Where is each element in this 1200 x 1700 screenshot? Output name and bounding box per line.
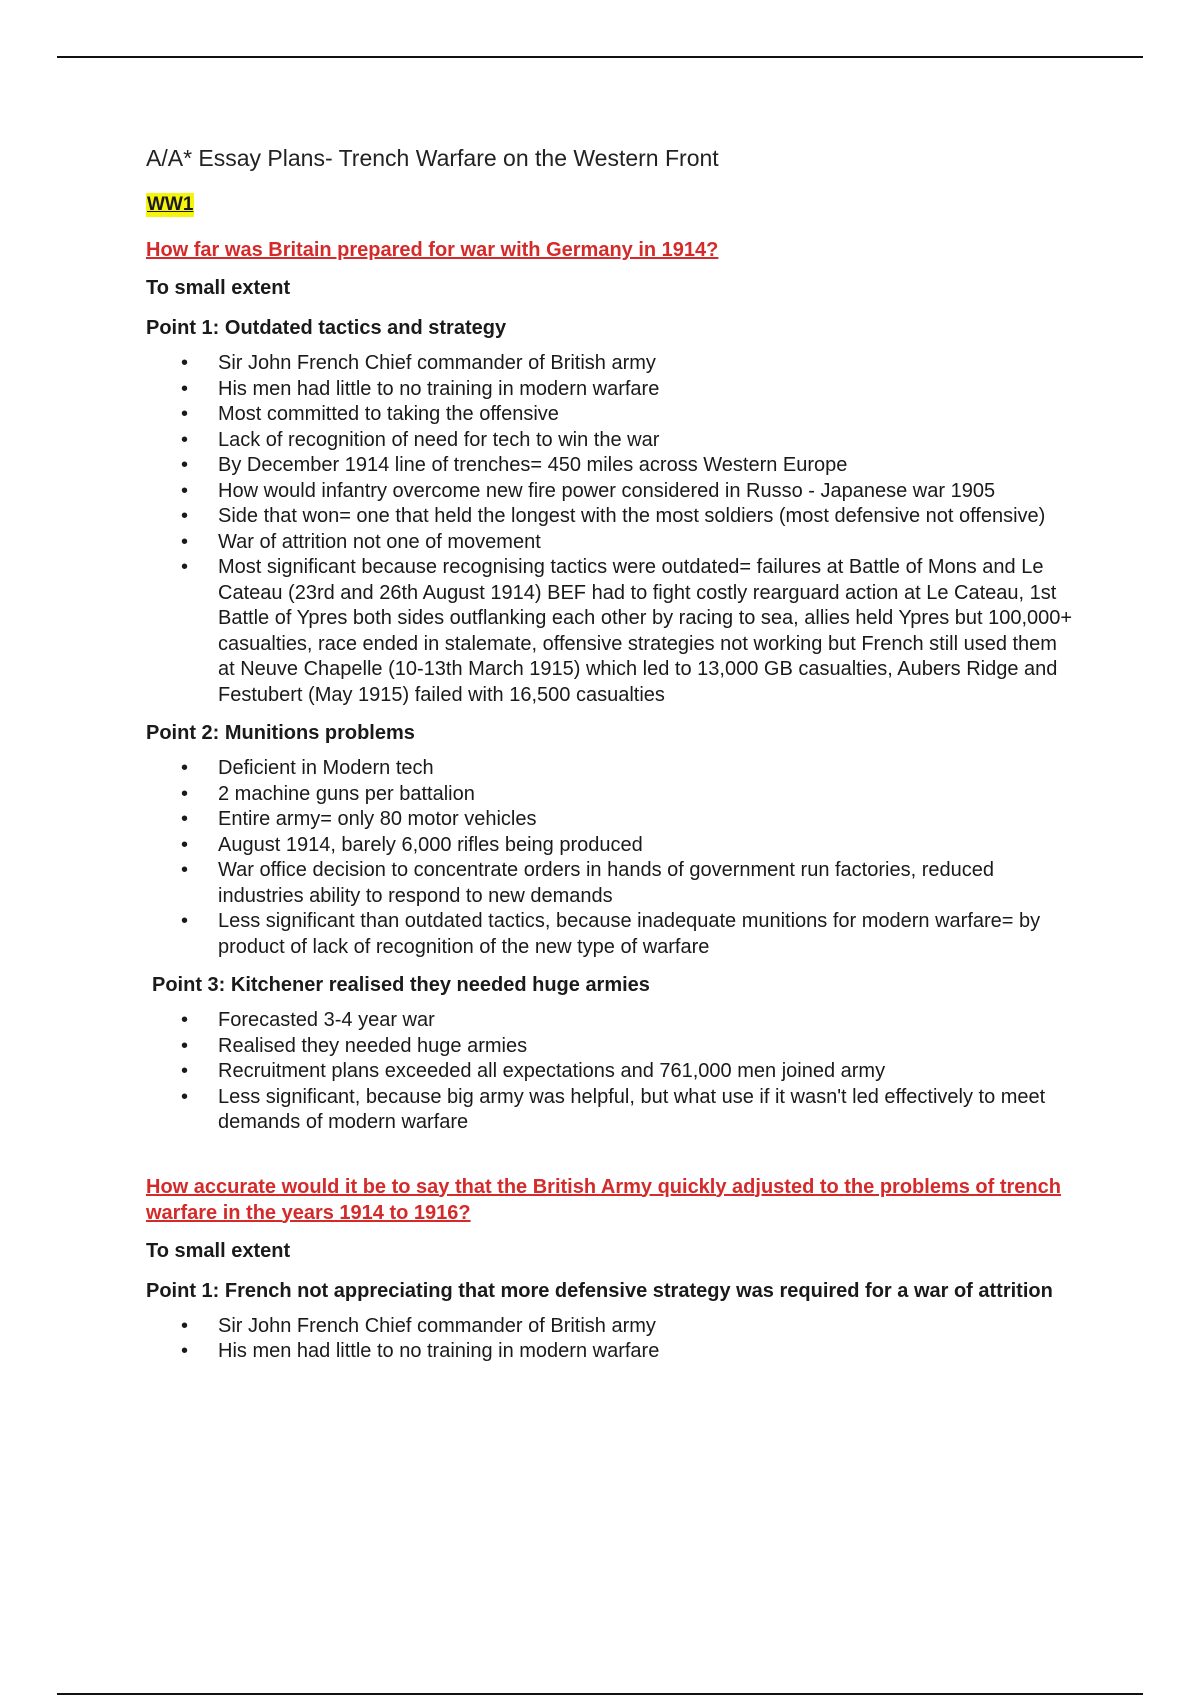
- bullet-item: • Most committed to taking the offensive: [146, 402, 1076, 428]
- bullet-item: • War office decision to concentrate orders in hands of government run factories, reduced industries ability to respond to new demands: [146, 858, 1076, 909]
- bullet-item: • Sir John French Chief commander of British army: [146, 1314, 1076, 1340]
- essay-question-1: How far was Britain prepared for war with Germany in 1914?: [146, 239, 719, 261]
- bullet-list: [146, 756, 1076, 960]
- point-heading: Point 1: French not appreciating that more defensive strategy was required for a war of attrition: [146, 1279, 1053, 1302]
- bullet-list: [146, 1008, 1076, 1136]
- essay-question-2: How accurate would it be to say that the British Army quickly adjusted to the problems of trench warfare in the years 1914 to 1916?: [146, 1175, 1061, 1224]
- bullet-item: • By December 1914 line of trenches= 450 miles across Western Europe: [146, 453, 1076, 479]
- bullet-item: • Less significant than outdated tactics, because inadequate munitions for modern warfare= by product of lack of recognition of the new type of warfare: [146, 909, 1076, 960]
- bullet-item: • Recruitment plans exceeded all expectations and 761,000 men joined army: [146, 1059, 1076, 1085]
- point-heading: Point 1: Outdated tactics and strategy: [146, 317, 507, 339]
- point-heading: Point 2: Munitions problems: [146, 722, 415, 744]
- bullet-item: • Most significant because recognising tactics were outdated= failures at Battle of Mons and Le Cateau (23rd and 26th August 1914) BEF had to fight costly rearguard action at Le Cateau, 1st Battle of Ypres both sides outflanking each other by racing to sea, allies held Ypres but 100,000+ casualties, race ended in stalemate, offensive strategies not working but French still used them at Neuve Chapelle (10-13th March 1915) which led to 13,000 GB casualties, Aubers Ridge and Festubert (May 1915) failed with 16,500 casualties: [146, 555, 1076, 708]
- bullet-item: • Deficient in Modern tech: [146, 756, 1076, 782]
- bullet-list: [146, 351, 1076, 708]
- extent-statement-1: To small extent: [146, 277, 291, 299]
- bullet-item: • Side that won= one that held the longest with the most soldiers (most defensive not offensive): [146, 504, 1076, 530]
- bullet-item: • His men had little to no training in modern warfare: [146, 1339, 1076, 1365]
- footer-rule: [57, 1693, 1143, 1695]
- document-title: A/A* Essay Plans- Trench Warfare on the Western Front: [146, 145, 719, 171]
- spacer: [146, 1148, 1076, 1174]
- bullet-list: [146, 1314, 1076, 1365]
- bullet-item: • Less significant, because big army was helpful, but what use if it wasn't led effectively to meet demands of modern warfare: [146, 1085, 1076, 1136]
- bullet-item: • Sir John French Chief commander of British army: [146, 351, 1076, 377]
- bullet-item: • Lack of recognition of need for tech to win the war: [146, 428, 1076, 454]
- bullet-item: • War of attrition not one of movement: [146, 530, 1076, 556]
- bullet-item: • How would infantry overcome new fire power considered in Russo - Japanese war 1905: [146, 479, 1076, 505]
- bullet-item: • 2 machine guns per battalion: [146, 782, 1076, 808]
- header-rule: [57, 56, 1143, 58]
- extent-statement-2: To small extent: [146, 1239, 291, 1262]
- bullet-item: • Entire army= only 80 motor vehicles: [146, 807, 1076, 833]
- bullet-item: • Forecasted 3-4 year war: [146, 1008, 1076, 1034]
- highlighted-tag: WW1: [147, 194, 194, 215]
- point-heading: Point 3: Kitchener realised they needed huge armies: [152, 974, 650, 996]
- bullet-item: • His men had little to no training in modern warfare: [146, 377, 1076, 403]
- bullet-item: • August 1914, barely 6,000 rifles being produced: [146, 833, 1076, 859]
- document-body: [146, 143, 1076, 1377]
- bullet-item: • Realised they needed huge armies: [146, 1034, 1076, 1060]
